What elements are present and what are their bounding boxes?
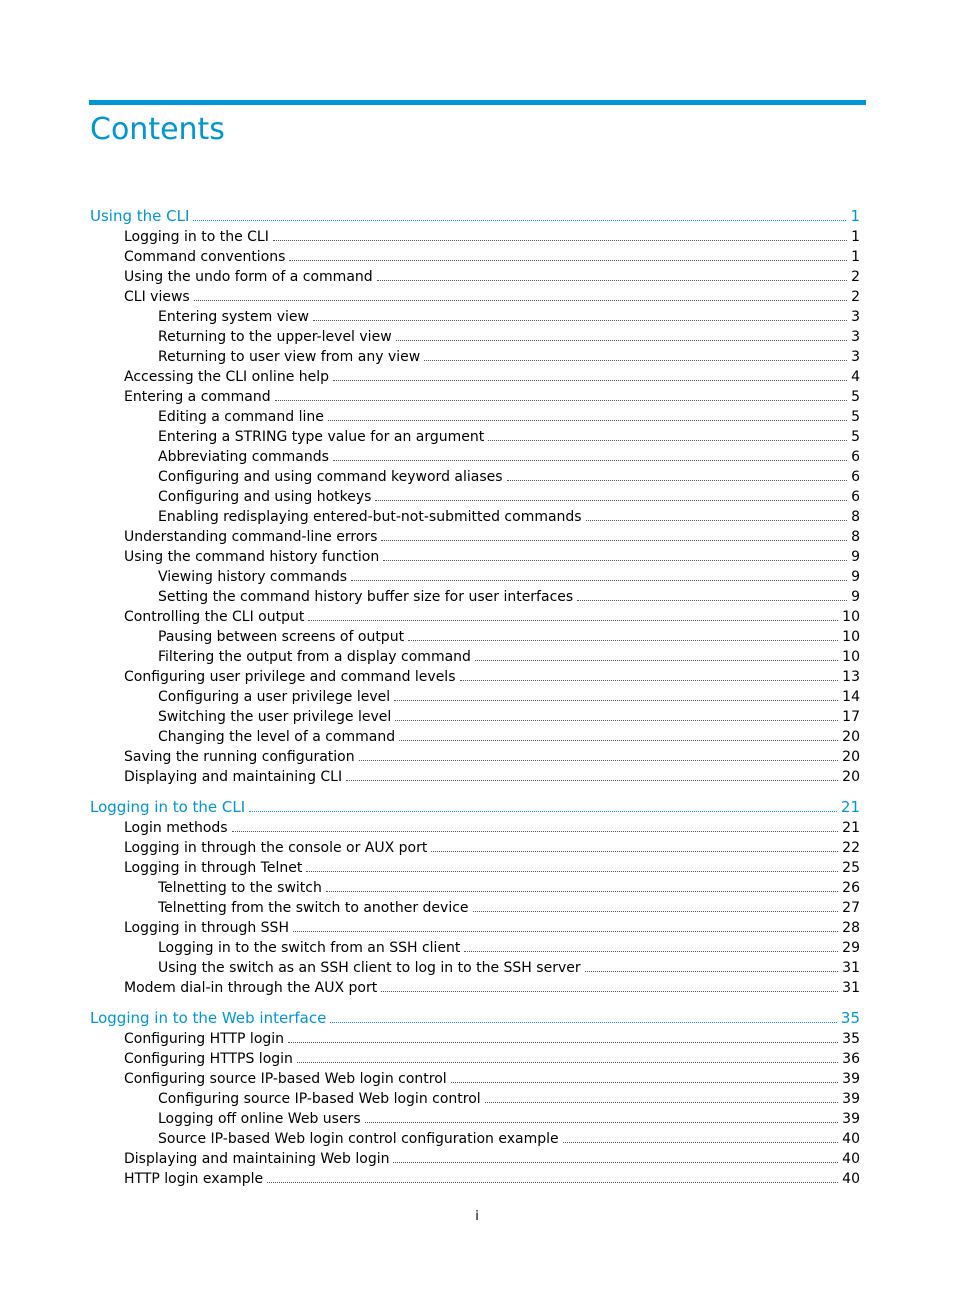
dot-leader (288, 1041, 838, 1043)
toc-page-number: 31 (842, 960, 860, 976)
toc-entry-title: Logging in through Telnet (124, 860, 303, 876)
toc-entry-title: Editing a command line (158, 409, 324, 425)
toc-page-number: 26 (842, 880, 860, 896)
dot-leader (577, 599, 847, 601)
dot-leader (464, 950, 838, 952)
dot-leader (346, 779, 838, 781)
page-number-footer: i (475, 1209, 479, 1224)
toc-page-number: 21 (840, 798, 860, 816)
dot-leader (431, 850, 838, 852)
toc-page-number: 6 (851, 449, 860, 465)
toc-entry-title: Setting the command history buffer size for user interfaces (158, 589, 574, 605)
toc-page-number: 10 (842, 629, 860, 645)
toc-entry-title: Logging in to the CLI (90, 798, 246, 816)
toc-entry-title: Telnetting to the switch (158, 880, 322, 896)
toc-entry-title: Changing the level of a command (158, 729, 396, 745)
toc-page-number: 10 (842, 609, 860, 625)
toc-section-link[interactable] (90, 687, 860, 707)
toc-section-link[interactable] (90, 627, 860, 647)
toc-section-link[interactable] (90, 1049, 860, 1069)
toc-page-number: 9 (851, 549, 860, 565)
dot-leader (381, 990, 838, 992)
toc-entry-title: Using the undo form of a command (124, 269, 373, 285)
toc-section-link[interactable] (90, 367, 860, 387)
toc-page-number: 10 (842, 649, 860, 665)
toc-entry-title: Logging in through SSH (124, 920, 289, 936)
toc-section-link[interactable] (90, 487, 860, 507)
dot-leader (585, 970, 839, 972)
toc-section-link[interactable] (90, 427, 860, 447)
toc-entry-title: Viewing history commands (158, 569, 348, 585)
toc-page-number: 6 (851, 469, 860, 485)
dot-leader (333, 379, 847, 381)
toc-entry-title: Logging in to the Web interface (90, 1009, 327, 1027)
toc-entry-title: Using the switch as an SSH client to log in to the SSH server (158, 960, 581, 976)
toc-page-number: 8 (851, 529, 860, 545)
toc-entry-title: Logging off online Web users (158, 1111, 361, 1127)
toc-section-link[interactable] (90, 1089, 860, 1109)
dot-leader (377, 279, 847, 281)
toc-page-number: 2 (851, 269, 860, 285)
dot-leader (381, 539, 847, 541)
toc-page-number: 35 (842, 1031, 860, 1047)
toc-page-number: 28 (842, 920, 860, 936)
toc-section-link[interactable] (90, 958, 860, 978)
dot-leader (424, 359, 847, 361)
toc-entry-title: Configuring HTTP login (124, 1031, 285, 1047)
toc-section-link[interactable] (90, 387, 860, 407)
toc-section-link[interactable] (90, 447, 860, 467)
toc-page-number: 40 (842, 1171, 860, 1187)
toc-entry-title: CLI views (124, 289, 190, 305)
toc-entry-title: Logging in through the console or AUX port (124, 840, 428, 856)
toc-section-link[interactable] (90, 878, 860, 898)
dot-leader (333, 459, 847, 461)
dot-leader (408, 639, 838, 641)
toc-entry-title: Configuring and using command keyword aliases (158, 469, 503, 485)
dot-leader (232, 830, 839, 832)
toc-page-number: 5 (851, 389, 860, 405)
dot-leader (375, 499, 847, 501)
dot-leader (488, 439, 847, 441)
dot-leader (485, 1101, 839, 1103)
toc-page-number: 5 (851, 429, 860, 445)
toc-chapter-link[interactable] (90, 1008, 860, 1029)
toc-entry-title: Entering a STRING type value for an argument (158, 429, 485, 445)
toc-section-link[interactable] (90, 1149, 860, 1169)
toc-page-number: 39 (842, 1091, 860, 1107)
toc-section-link[interactable] (90, 467, 860, 487)
toc-page-number: 21 (842, 820, 860, 836)
toc-entry-title: Switching the user privilege level (158, 709, 392, 725)
dot-leader (313, 319, 847, 321)
toc-chapter-link[interactable] (90, 797, 860, 818)
toc-section-link[interactable] (90, 767, 860, 787)
dot-leader (275, 399, 847, 401)
toc-page-number: 17 (842, 709, 860, 725)
toc-entry-title: Login methods (124, 820, 228, 836)
dot-leader (193, 219, 846, 221)
toc-section-link[interactable] (90, 1069, 860, 1089)
toc-page-number: 4 (851, 369, 860, 385)
toc-entry-title: Configuring user privilege and command levels (124, 669, 456, 685)
toc-section-link[interactable] (90, 1129, 860, 1149)
dot-leader (308, 619, 838, 621)
dot-leader (297, 1061, 838, 1063)
toc-section-link[interactable] (90, 1109, 860, 1129)
page-title: Contents (90, 112, 225, 147)
dot-leader (267, 1181, 838, 1183)
toc-chapter-link[interactable] (90, 206, 860, 227)
toc-section-link[interactable] (90, 747, 860, 767)
dot-leader (273, 239, 847, 241)
dot-leader (399, 739, 838, 741)
toc-section-link[interactable] (90, 347, 860, 367)
toc-section-link[interactable] (90, 918, 860, 938)
toc-section-link[interactable] (90, 858, 860, 878)
toc-entry-title: Configuring HTTPS login (124, 1051, 293, 1067)
dot-leader (289, 259, 847, 261)
toc-page-number: 40 (842, 1131, 860, 1147)
dot-leader (395, 719, 838, 721)
toc-entry-title: Configuring source IP-based Web login control (124, 1071, 447, 1087)
dot-leader (383, 559, 847, 561)
toc-page-number: 5 (851, 409, 860, 425)
top-rule (89, 100, 866, 105)
toc-entry-title: Understanding command-line errors (124, 529, 378, 545)
toc-page-number: 40 (842, 1151, 860, 1167)
toc-page-number: 1 (851, 229, 860, 245)
toc-page-number: 13 (842, 669, 860, 685)
dot-leader (351, 579, 847, 581)
toc-page-number: 8 (851, 509, 860, 525)
toc-section-link[interactable] (90, 587, 860, 607)
toc-section-link[interactable] (90, 1029, 860, 1049)
toc-entry-title: Enabling redisplaying entered-but-not-submitted commands (158, 509, 582, 525)
toc-entry-title: Displaying and maintaining Web login (124, 1151, 390, 1167)
toc-section-link[interactable] (90, 978, 860, 998)
toc-section-link[interactable] (90, 307, 860, 327)
toc-entry-title: Using the command history function (124, 549, 380, 565)
toc-page-number: 3 (851, 349, 860, 365)
toc-entry-title: Logging in to the CLI (124, 229, 269, 245)
toc-section-link[interactable] (90, 938, 860, 958)
toc-page-number: 1 (850, 207, 860, 225)
dot-leader (586, 519, 847, 521)
toc-section-link[interactable] (90, 898, 860, 918)
toc-section-link[interactable] (90, 267, 860, 287)
toc-page-number: 20 (842, 729, 860, 745)
toc-entry-title: HTTP login example (124, 1171, 264, 1187)
toc-page-number: 31 (842, 980, 860, 996)
dot-leader (393, 1161, 838, 1163)
toc-section-link[interactable] (90, 838, 860, 858)
toc-page-number: 22 (842, 840, 860, 856)
toc-page-number: 9 (851, 569, 860, 585)
dot-leader (396, 339, 847, 341)
toc-page-number: 27 (842, 900, 860, 916)
toc-page-number: 1 (851, 249, 860, 265)
toc-entry-title: Command conventions (124, 249, 286, 265)
dot-leader (473, 910, 839, 912)
toc-section-link[interactable] (90, 327, 860, 347)
dot-leader (451, 1081, 839, 1083)
toc-entry-title: Configuring a user privilege level (158, 689, 391, 705)
toc-page-number: 9 (851, 589, 860, 605)
dot-leader (306, 870, 838, 872)
dot-leader (563, 1141, 839, 1143)
dot-leader (326, 890, 838, 892)
toc-section-link[interactable] (90, 567, 860, 587)
dot-leader (249, 810, 837, 812)
toc-section-link[interactable] (90, 667, 860, 687)
toc-entry-title: Source IP-based Web login control configuration example (158, 1131, 559, 1147)
toc-entry-title: Modem dial-in through the AUX port (124, 980, 378, 996)
toc-entry-title: Controlling the CLI output (124, 609, 305, 625)
toc-page-number: 39 (842, 1111, 860, 1127)
toc-section-link[interactable] (90, 287, 860, 307)
toc-section-link[interactable] (90, 1169, 860, 1189)
toc-section-link[interactable] (90, 407, 860, 427)
table-of-contents (90, 206, 860, 1189)
dot-leader (330, 1021, 837, 1023)
dot-leader (460, 679, 839, 681)
toc-page-number: 3 (851, 329, 860, 345)
toc-section-link[interactable] (90, 507, 860, 527)
dot-leader (359, 759, 839, 761)
toc-section-link[interactable] (90, 727, 860, 747)
toc-entry-title: Entering system view (158, 309, 309, 325)
toc-section-link[interactable] (90, 247, 860, 267)
toc-page-number: 29 (842, 940, 860, 956)
toc-section-link[interactable] (90, 547, 860, 567)
toc-entry-title: Saving the running configuration (124, 749, 355, 765)
toc-entry-title: Accessing the CLI online help (124, 369, 330, 385)
toc-entry-title: Configuring source IP-based Web login control (158, 1091, 481, 1107)
toc-entry-title: Abbreviating commands (158, 449, 329, 465)
toc-page-number: 35 (840, 1009, 860, 1027)
dot-leader (293, 930, 838, 932)
toc-page-number: 2 (851, 289, 860, 305)
toc-entry-title: Filtering the output from a display command (158, 649, 471, 665)
toc-page-number: 6 (851, 489, 860, 505)
toc-section-link[interactable] (90, 818, 860, 838)
toc-section-link[interactable] (90, 607, 860, 627)
toc-entry-title: Logging in to the switch from an SSH client (158, 940, 461, 956)
toc-section-link[interactable] (90, 227, 860, 247)
dot-leader (507, 479, 848, 481)
toc-entry-title: Returning to user view from any view (158, 349, 421, 365)
dot-leader (475, 659, 838, 661)
toc-entry-title: Using the CLI (90, 207, 190, 225)
toc-page-number: 39 (842, 1071, 860, 1087)
toc-page-number: 25 (842, 860, 860, 876)
toc-section-link[interactable] (90, 707, 860, 727)
dot-leader (328, 419, 847, 421)
toc-page-number: 3 (851, 309, 860, 325)
toc-page-number: 20 (842, 749, 860, 765)
toc-entry-title: Entering a command (124, 389, 271, 405)
toc-page-number: 36 (842, 1051, 860, 1067)
toc-entry-title: Displaying and maintaining CLI (124, 769, 343, 785)
toc-page-number: 14 (842, 689, 860, 705)
dot-leader (365, 1121, 839, 1123)
toc-entry-title: Pausing between screens of output (158, 629, 405, 645)
dot-leader (194, 299, 847, 301)
toc-entry-title: Telnetting from the switch to another device (158, 900, 469, 916)
toc-entry-title: Configuring and using hotkeys (158, 489, 372, 505)
toc-page-number: 20 (842, 769, 860, 785)
dot-leader (394, 699, 838, 701)
toc-section-link[interactable] (90, 527, 860, 547)
toc-entry-title: Returning to the upper-level view (158, 329, 392, 345)
toc-section-link[interactable] (90, 647, 860, 667)
